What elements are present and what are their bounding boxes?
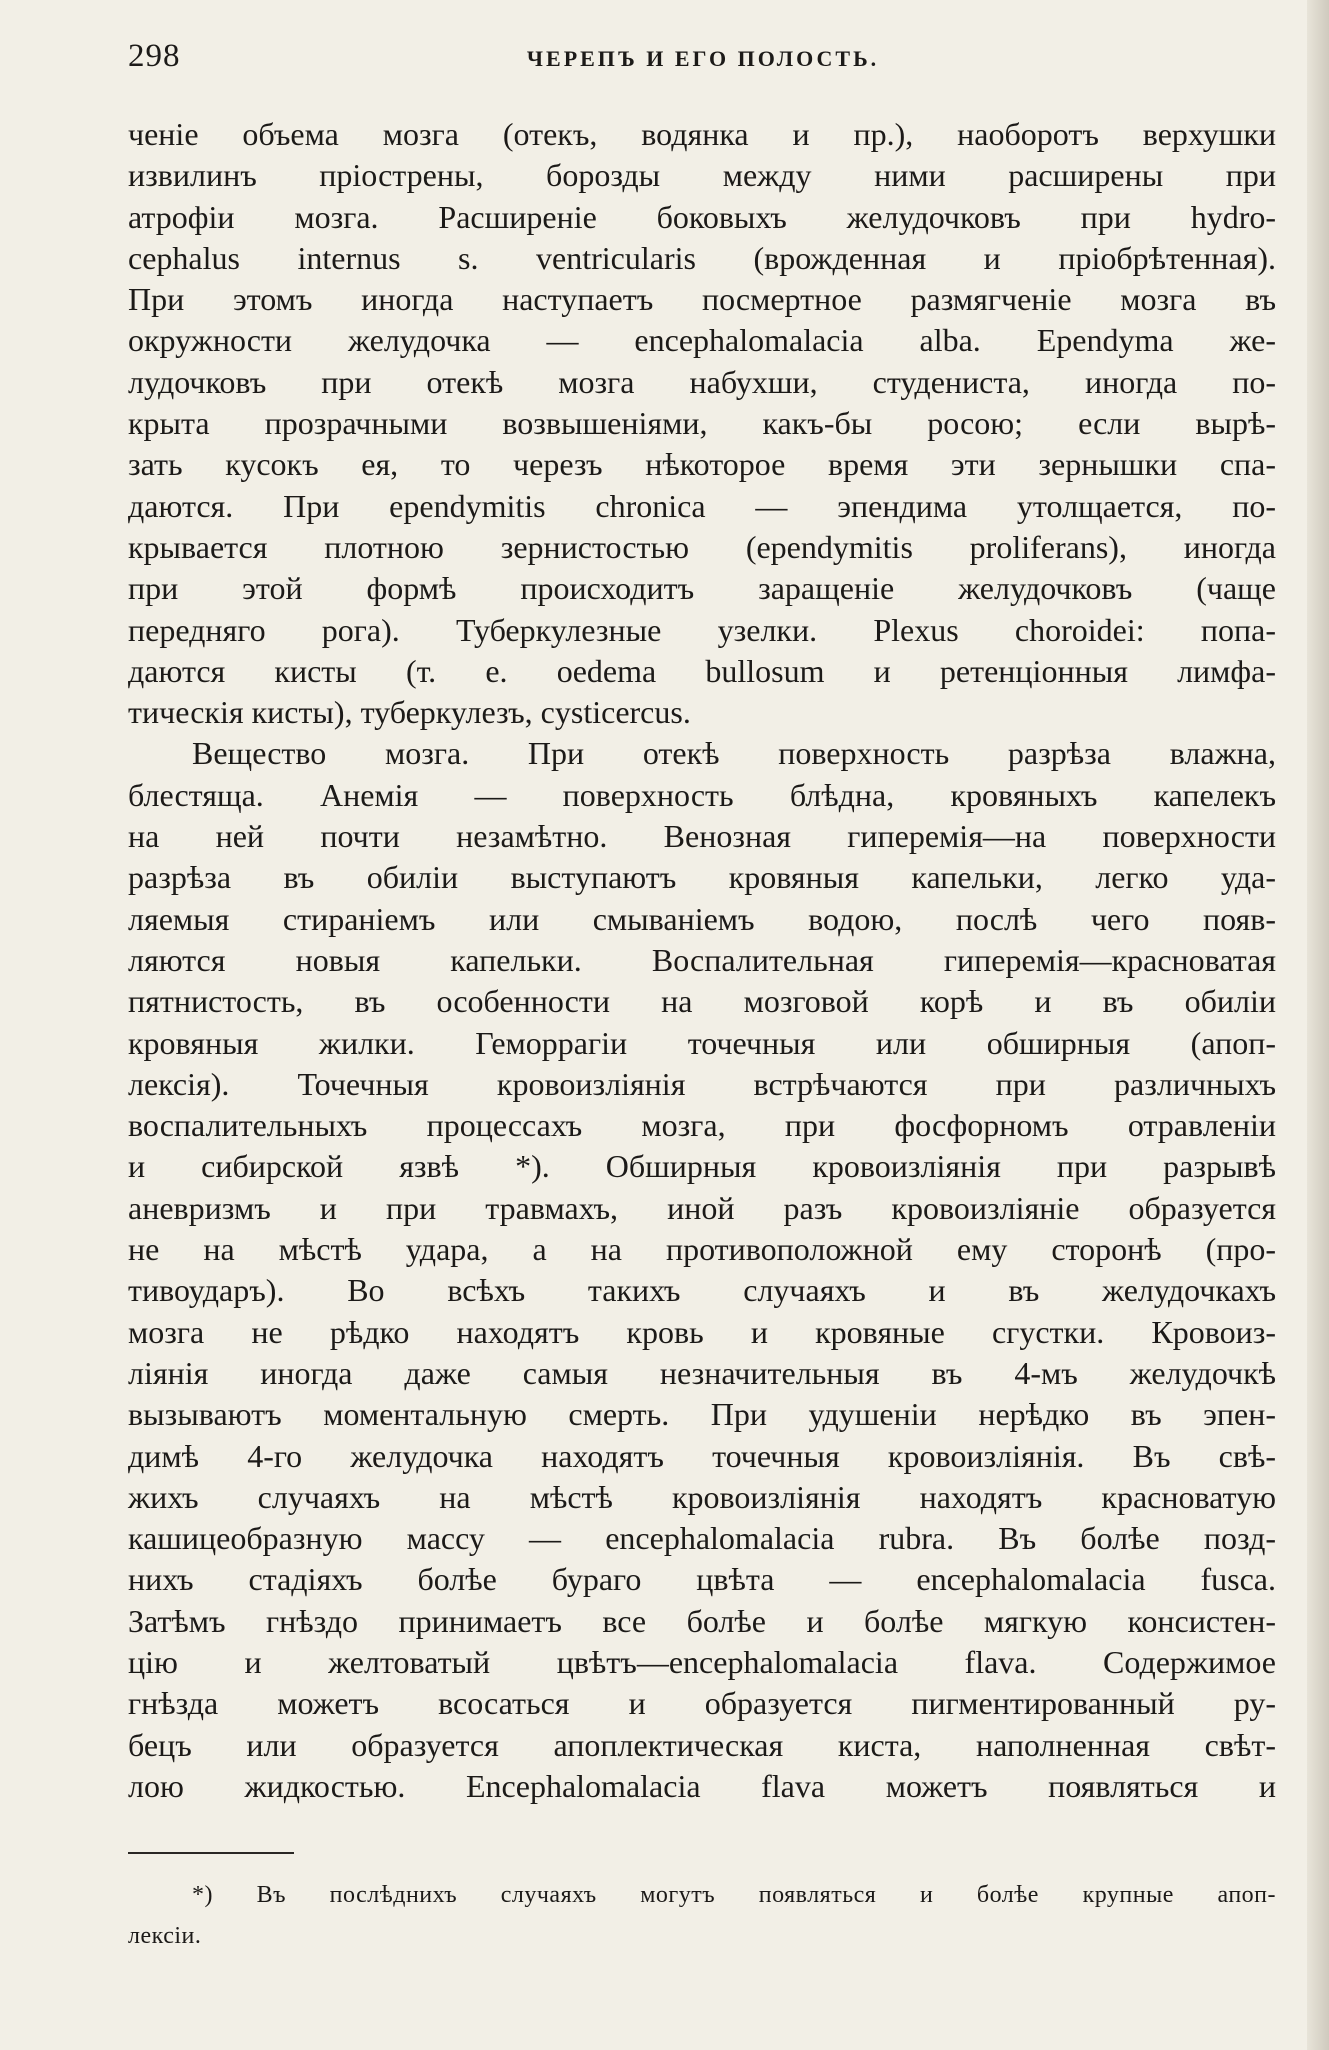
text-line: Затѣмъ гнѣздо принимаетъ все болѣе и болѣе мягкую консистен-: [128, 1602, 1276, 1639]
text-line: тивоударъ). Во всѣхъ такихъ случаяхъ и въ желудочкахъ: [128, 1272, 1276, 1309]
text-line: тическія кисты), туберкулезъ, cysticercus.: [128, 694, 691, 731]
text-line: разрѣза въ обиліи выступаютъ кровяныя капельки, легко уда-: [128, 859, 1276, 896]
text-line: бецъ или образуется апоплектическая киста, наполненная свѣт-: [128, 1726, 1276, 1763]
text-line: не на мѣстѣ удара, а на противоположной ему сторонѣ (про-: [128, 1231, 1276, 1268]
footnote-divider: [128, 1852, 294, 1854]
page-header: [128, 38, 1278, 78]
text-line: воспалительныхъ процессахъ мозга, при фосфорномъ отравленіи: [128, 1107, 1276, 1144]
text-line: крывается плотною зернистостью (ependymitis proliferans), иногда: [128, 528, 1276, 565]
footnote-line: лексіи.: [128, 1923, 202, 1950]
text-line: извилинъ пріострены, борозды между ними расширены при: [128, 157, 1276, 194]
text-line: на ней почти незамѣтно. Венозная гиперемія—на поверхности: [128, 818, 1276, 855]
text-line: нихъ стадіяхъ болѣе бураго цвѣта — encephalomalacia fusca.: [128, 1561, 1276, 1598]
running-title: ЧЕРЕПЪ И ЕГО ПОЛОСТЬ.: [526, 46, 880, 71]
text-line: вызываютъ моментальную смерть. При удушеніи нерѣдко въ эпен-: [128, 1396, 1276, 1433]
page-number: 298: [128, 38, 181, 74]
text-line: лудочковъ при отекѣ мозга набухши, студениста, иногда по-: [128, 363, 1276, 400]
text-line: кровяныя жилки. Геморрагіи точечныя или обширныя (апоп-: [128, 1024, 1276, 1061]
text-line: ляемыя стираніемъ или смываніемъ водою, послѣ чего появ-: [128, 900, 1276, 937]
text-line: блестяща. Анемія — поверхность блѣдна, кровяныхъ капелекъ: [128, 776, 1276, 813]
text-line: ліянія иногда даже самыя незначительныя въ 4-мъ желудочкѣ: [128, 1354, 1276, 1391]
text-line: Вещество мозга. При отекѣ поверхность разрѣза влажна,: [192, 735, 1276, 772]
text-line: при этой формѣ происходитъ заращеніе желудочковъ (чаще: [128, 570, 1276, 607]
text-line: жихъ случаяхъ на мѣстѣ кровоизліянія находятъ красноватую: [128, 1478, 1276, 1515]
text-line: кашицеобразную массу — encephalomalacia rubra. Въ болѣе позд-: [128, 1520, 1276, 1557]
text-line: лою жидкостью. Encephalomalacia flava можетъ появляться и: [128, 1767, 1276, 1804]
text-line: даются. При ependymitis chronica — эпендима утолщается, по-: [128, 487, 1276, 524]
text-line: передняго рога). Туберкулезные узелки. Plexus choroidei: попа-: [128, 611, 1276, 648]
footnote-line: *) Въ послѣднихъ случаяхъ могутъ появляться и болѣе крупные апоп-: [192, 1882, 1276, 1908]
text-line: зать кусокъ ея, то черезъ нѣкоторое время эти зернышки спа-: [128, 446, 1276, 483]
text-line: окружности желудочка — encephalomalacia alba. Ependyma же-: [128, 322, 1276, 359]
text-line: мозга не рѣдко находятъ кровь и кровяные сгустки. Кровоиз-: [128, 1313, 1276, 1350]
text-line: лексія). Точечныя кровоизліянія встрѣчаются при различныхъ: [128, 1065, 1276, 1102]
text-line: цію и желтоватый цвѣтъ—encephalomalacia flava. Содержимое: [128, 1643, 1276, 1680]
main-text: [128, 114, 1276, 1807]
text-line: даются кисты (т. е. oedema bullosum и ретенціонныя лимфа-: [128, 652, 1276, 689]
text-line: При этомъ иногда наступаетъ посмертное размягченіе мозга въ: [128, 281, 1276, 318]
page-edge-shadow: [1307, 0, 1329, 2050]
text-line: аневризмъ и при травмахъ, иной разъ кровоизліяніе образуется: [128, 1189, 1276, 1226]
text-line: пятнистость, въ особенности на мозговой корѣ и въ обиліи: [128, 983, 1276, 1020]
footnote: [128, 1879, 1276, 1962]
text-line: атрофіи мозга. Расширеніе боковыхъ желудочковъ при hydro-: [128, 198, 1276, 235]
text-line: cephalus internus s. ventricularis (врожденная и пріобрѣтенная).: [128, 239, 1276, 276]
text-line: ляются новыя капельки. Воспалительная гиперемія—красноватая: [128, 941, 1276, 978]
text-line: и сибирской язвѣ *). Обширныя кровоизліянія при разрывѣ: [128, 1148, 1276, 1185]
text-line: гнѣзда можетъ всосаться и образуется пигментированный ру-: [128, 1685, 1276, 1722]
text-line: димѣ 4-го желудочка находятъ точечныя кровоизліянія. Въ свѣ-: [128, 1437, 1276, 1474]
text-line: крыта прозрачными возвышеніями, какъ-бы росою; если вырѣ-: [128, 405, 1276, 442]
text-line: ченіе объема мозга (отекъ, водянка и пр.), наоборотъ верхушки: [128, 116, 1276, 152]
